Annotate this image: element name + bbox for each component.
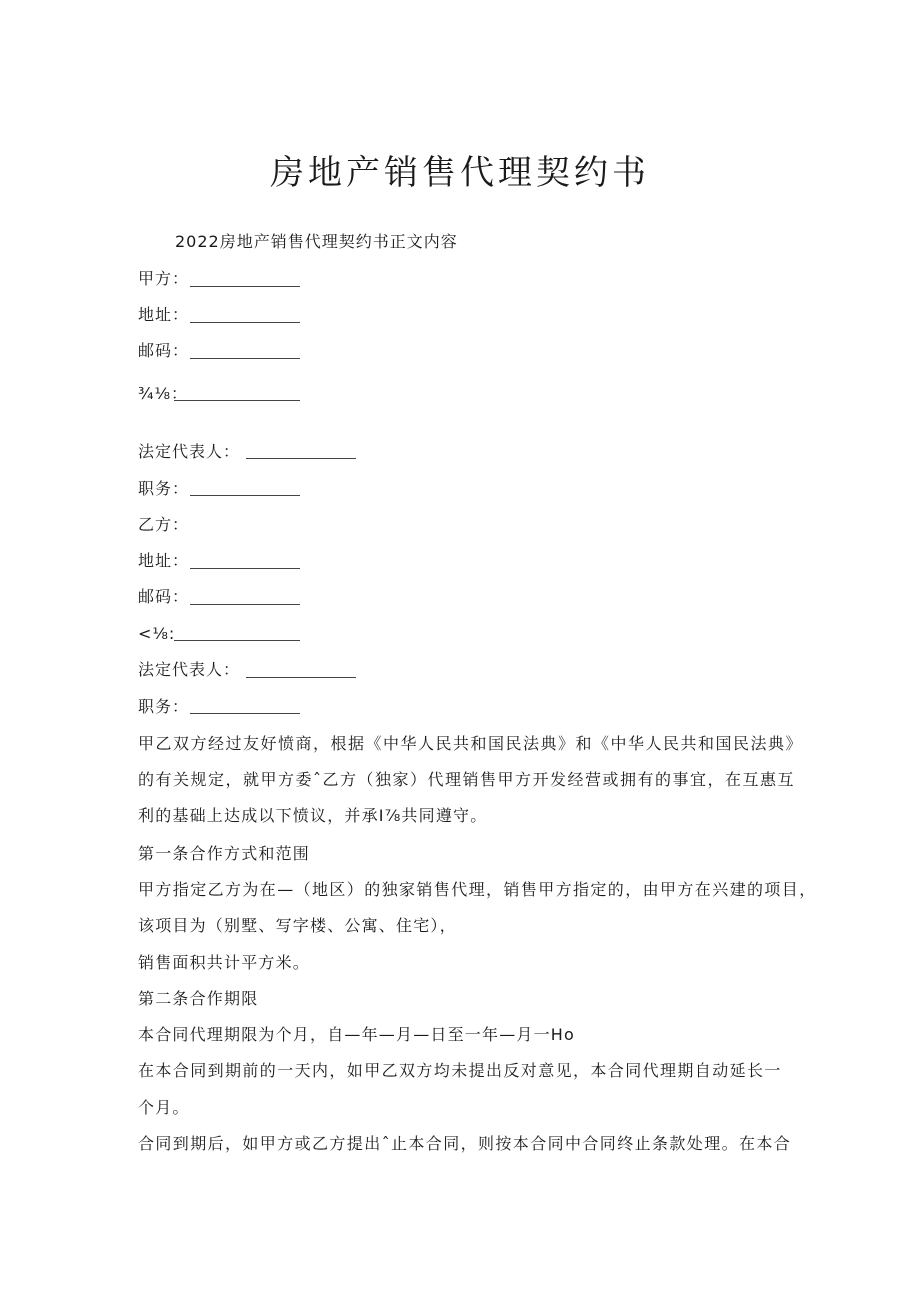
body-paragraph-line: 该项目为（别墅、写字楼、公寓、住宅）， xyxy=(138,916,457,935)
party-b-postcode-label: 邮码： xyxy=(138,587,190,606)
party-b-legal-rep-blank xyxy=(246,677,356,678)
party-b-address-blank xyxy=(190,568,300,569)
body-paragraph-line: 合同到期后，如甲方或乙方提出ˆ止本合同，则按本合同中合同终止条款处理。在本合 xyxy=(138,1134,792,1153)
party-b-position-label: 职务： xyxy=(138,697,190,716)
party-a-address-label: 地址： xyxy=(138,305,190,324)
page-title: 房地产销售代理契约书 xyxy=(270,153,650,193)
article-1-heading: 第一条合作方式和范围 xyxy=(138,844,311,863)
body-paragraph-line: 甲乙双方经过友好愤商，根据《中华人民共和国民法典》和《中华人民共和国民法典》 xyxy=(138,734,804,753)
party-b-position-blank xyxy=(190,713,300,714)
party-a-postcode-label: 邮码： xyxy=(138,341,190,360)
body-paragraph-line: 销售面积共计平方米。 xyxy=(138,953,311,972)
body-paragraph-line: 本合同代理期限为个月，自—年—月—日至一年—月一Ho xyxy=(138,1025,576,1044)
party-b-postcode-blank xyxy=(190,604,300,605)
body-paragraph-line: 甲方指定乙方为在—（地区）的独家销售代理，销售甲方指定的，由甲方在兴建的项目， xyxy=(138,880,817,899)
party-b-phone-label: <⅛: xyxy=(138,624,176,643)
body-paragraph-line: 个月。 xyxy=(138,1098,190,1117)
party-b-label: 乙方： xyxy=(138,515,190,534)
document-subtitle: 2022房地产销售代理契约书正文内容 xyxy=(175,232,458,251)
party-a-legal-rep-label: 法定代表人： xyxy=(138,442,241,461)
party-a-phone-label: ¾⅛： xyxy=(138,384,189,403)
party-a-blank xyxy=(190,286,300,287)
body-paragraph-line: 利的基础上达成以下愤议，并承I⅞共同遵守。 xyxy=(138,806,488,825)
party-a-position-blank xyxy=(190,495,300,496)
party-b-address-label: 地址： xyxy=(138,551,190,570)
party-a-phone-blank xyxy=(174,400,300,401)
body-paragraph-line: 在本合同到期前的一天内，如甲乙双方均未提出反对意见，本合同代理期自动延长一 xyxy=(138,1061,782,1080)
party-b-legal-rep-label: 法定代表人： xyxy=(138,660,241,679)
party-b-phone-blank xyxy=(174,640,300,641)
party-a-position-label: 职务： xyxy=(138,479,190,498)
party-a-label: 甲方： xyxy=(138,269,190,288)
party-a-address-blank xyxy=(190,322,300,323)
party-a-postcode-blank xyxy=(190,358,300,359)
body-paragraph-line: 的有关规定，就甲方委ˆ乙方（独家）代理销售甲方开发经营或拥有的事宜，在互惠互 xyxy=(138,770,796,789)
party-a-legal-rep-blank xyxy=(246,458,356,459)
article-2-heading: 第二条合作期限 xyxy=(138,989,259,1008)
